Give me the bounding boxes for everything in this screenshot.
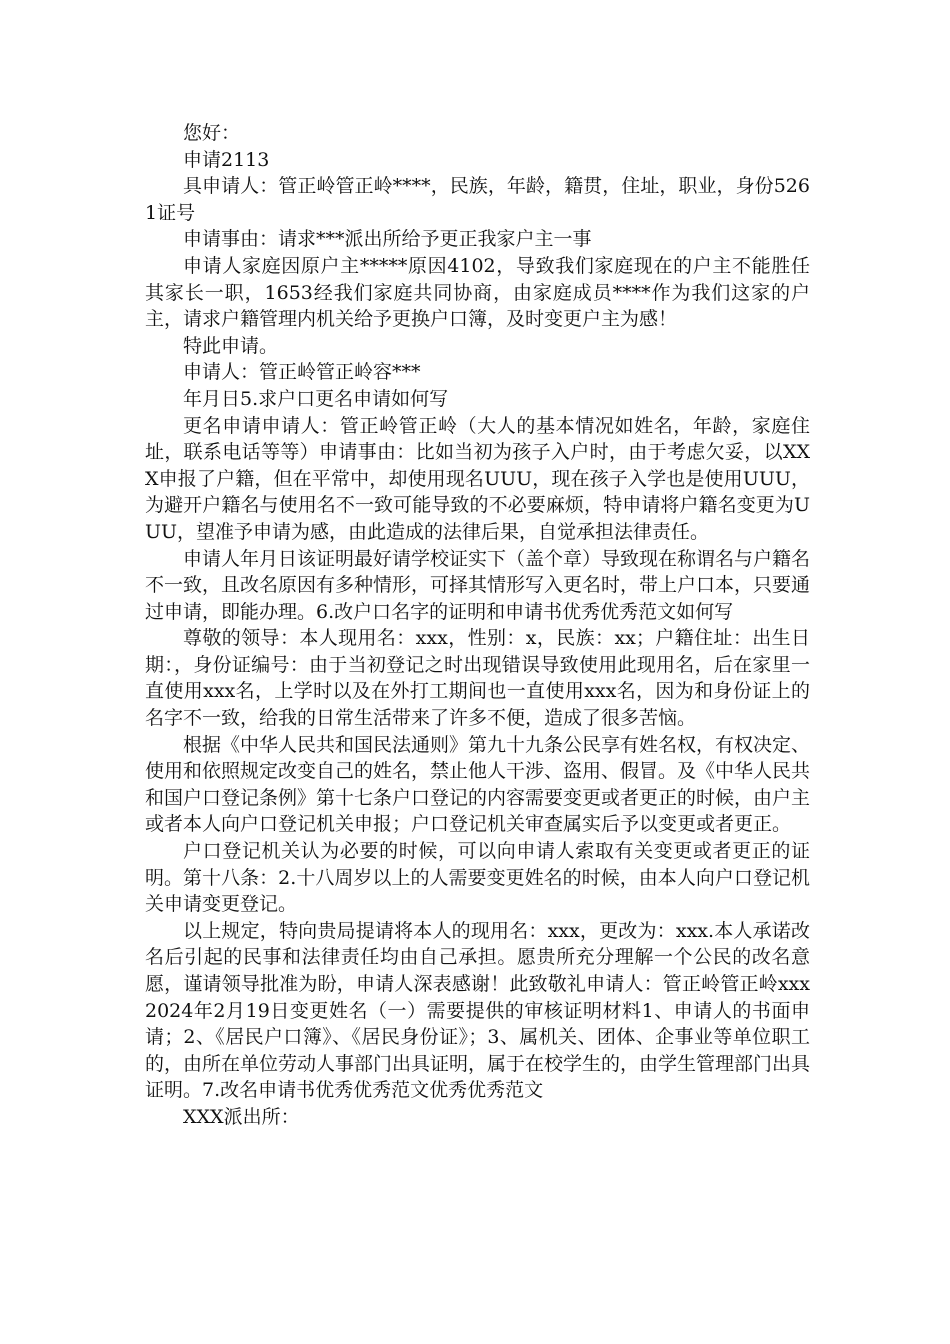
paragraph-closing-request: 以上规定，特向贵局提请将本人的现用名：xxx，更改为：xxx.本人承诺改名后引起的民事和法律责任均由自己承担。愿贵所充分理解一个公民的改名意愿，谨请领导批准为盼，申请人深表感谢！此致敬礼申请人：管正岭管正岭xxx2024年2月19日变更姓名（一）需要提供的审核证明材料1、申请人的书面申请；2、《居民户口簿》、《居民身份证》；3、属机关、团体、企事业等单位职工的，由所在单位劳动人事部门出具证明，属于在校学生的，由学生管理部门出具证明。7.改名申请书优秀优秀范文优秀优秀范文 (145, 919, 811, 1102)
paragraph-rename-request: 更名申请申请人：管正岭管正岭（大人的基本情况如姓名，年龄，家庭住址，联系电话等等）申请事由：比如当初为孩子入户时，由于考虑欠妥，以XXX申报了户籍，但在平常中，却使用现名UUU，现在孩子入学也是使用UUU，为避开户籍名与使用名不一致可能导致的不必要麻烦，特申请将户籍名变更为UUU，望准予申请为感，由此造成的法律后果，自觉承担法律责任。 (145, 414, 810, 543)
paragraph-school-proof: 申请人年月日该证明最好请学校证实下（盖个章）导致现在称谓名与户籍名不一致，且改名原因有多种情形，可择其情形写入更名时，带上户口本，只要通过申请，即能办理。6.改户口名字的证明和申请书优秀优秀范文如何写 (145, 547, 811, 623)
paragraph-apply: 申请2113 (183, 148, 270, 171)
paragraph-hereby: 特此申请。 (183, 334, 279, 357)
paragraph-reason: 申请事由：请求***派出所给予更正我家户主一事 (183, 228, 592, 251)
paragraph-registration-office: 户口登记机关认为必要的时候，可以向申请人索取有关变更或者更正的证明。第十八条：2.十八周岁以上的人需要变更姓名的时候，由本人向户口登记机关申请变更登记。 (145, 840, 810, 916)
paragraph-date-heading: 年月日5.求户口更名申请如何写 (183, 387, 449, 410)
paragraph-applicant-info: 具申请人：管正岭管正岭****，民族，年龄，籍贯，住址，职业，身份5261证号 (145, 175, 810, 224)
paragraph-respected-leader: 尊敬的领导：本人现用名：xxx，性别：x，民族：xx；户籍住址：出生日期：，身份证编号：由于当初登记之时出现错误导致使用此现用名，后在家里一直使用xxx名，上学时以及在外打工期间也一直使用xxx名，因为和身份证上的名字不一致，给我的日常生活带来了许多不便，造成了很多苦恼。 (145, 627, 810, 730)
document-body (145, 120, 810, 1131)
paragraph-police-station: XXX派出所： (183, 1105, 300, 1128)
paragraph-greeting: 您好： (183, 122, 241, 144)
paragraph-family-situation: 申请人家庭因原户主*****原因4102，导致我们家庭现在的户主不能胜任其家长一职，1653经我们家庭共同协商，由家庭成员****作为我们这家的户主，请求户籍管理内机关给予更换户口簿，及时变更户主为感！ (145, 254, 810, 331)
paragraph-signature: 申请人：管正岭管正岭容*** (183, 361, 421, 384)
paragraph-legal-basis: 根据《中华人民共和国民法通则》第九十九条公民享有姓名权，有权决定、使用和依照规定改变自己的姓名，禁止他人干涉、盗用、假冒。及《中华人民共和国户口登记条例》第十七条户口登记的内容需要变更或者更正的时候，由户主或者本人向户口登记机关申报；户口登记机关审查属实后予以变更或者更正。 (145, 733, 811, 836)
